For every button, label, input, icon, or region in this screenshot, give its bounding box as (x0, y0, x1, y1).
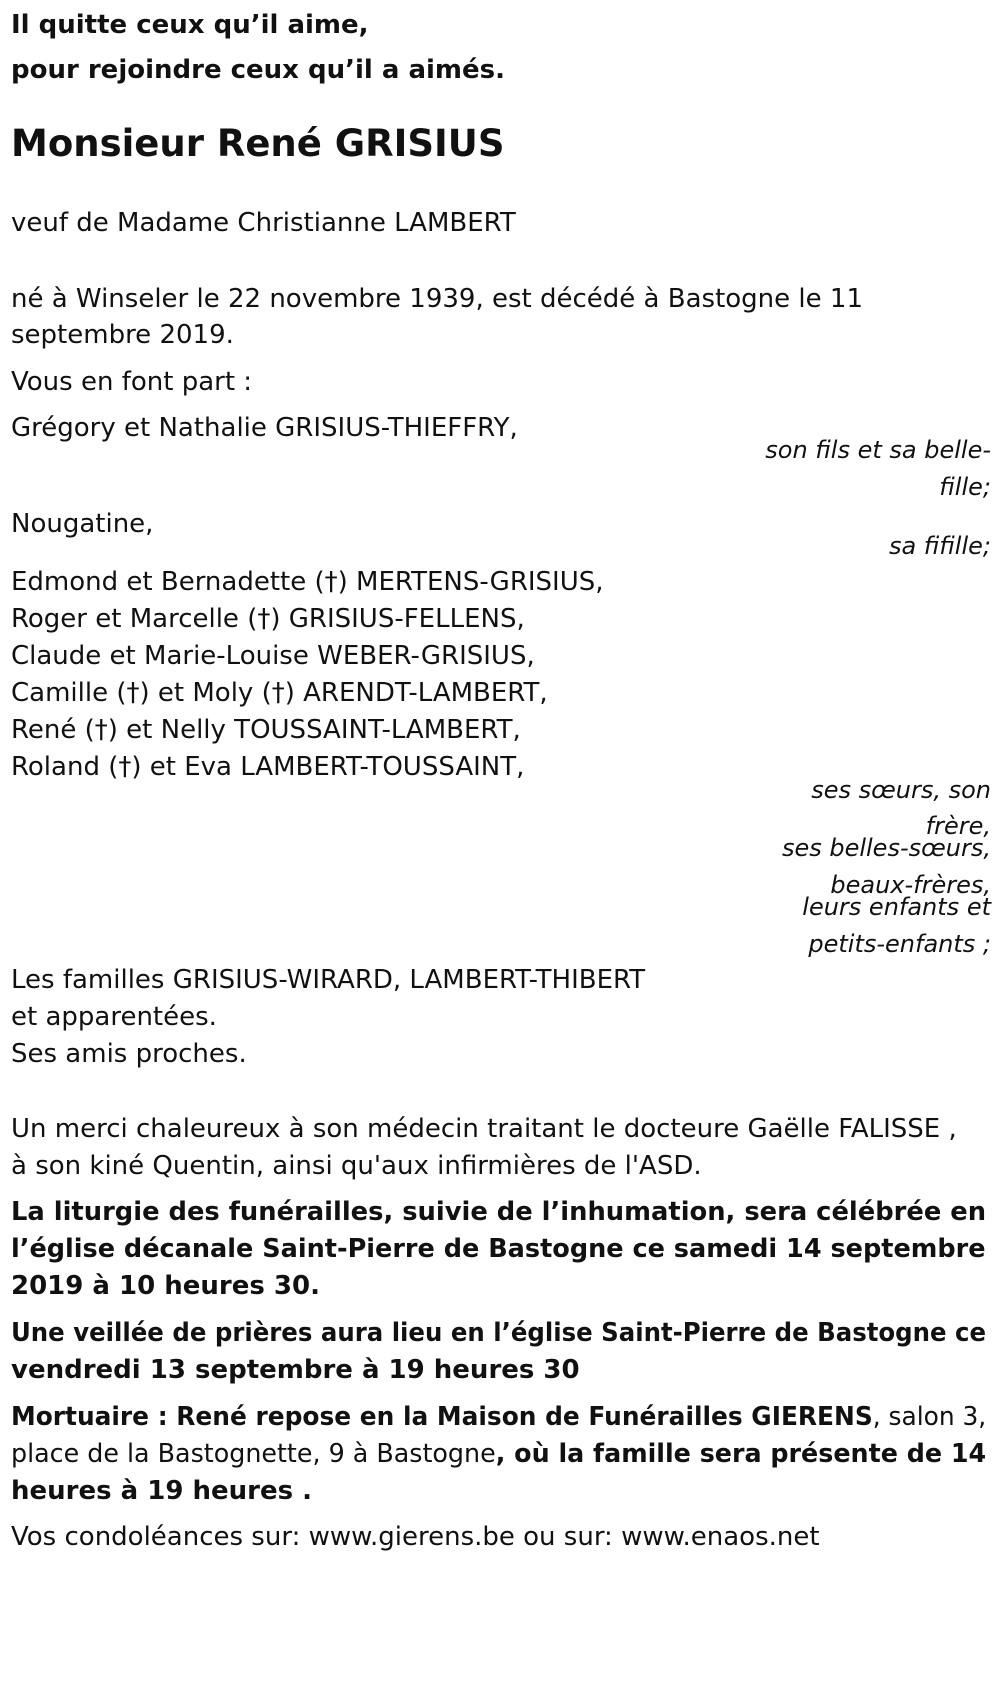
mortuary-address: place de la Bastognette, 9 à Bastogne (11, 1439, 496, 1469)
epigraph-line-1: Il quitte ceux qu’il aime, (11, 10, 369, 40)
sibling-line: Roger et Marcelle (†) GRISIUS-FELLENS, (11, 604, 525, 634)
birth-line-1: né à Winseler le 22 novembre 1939, est décédé à Bastogne le 11 (11, 284, 863, 314)
pet-name: Nougatine, (11, 509, 154, 539)
pet-relation: sa fifille; (888, 532, 991, 560)
thanks-line-2: à son kiné Quentin, ainsi qu'aux infirmières de l'ASD. (11, 1151, 702, 1181)
liturgy-line-1: La liturgie des funérailles, suivie de l’inhumation, sera célébrée en (11, 1197, 987, 1227)
mortuary-salon: , salon 3, (872, 1402, 987, 1432)
son-relation-1: son fils et sa belle- (765, 436, 991, 464)
epigraph-line-2: pour rejoindre ceux qu’il a aimés. (11, 55, 506, 85)
sibling-line: René (†) et Nelly TOUSSAINT-LAMBERT, (11, 715, 521, 745)
liturgy-line-2: l’église décanale Saint-Pierre de Bastogne ce samedi 14 septembre (11, 1234, 986, 1264)
mortuary-line-2 (11, 1439, 986, 1469)
liturgy-line-3: 2019 à 10 heures 30. (11, 1271, 320, 1301)
mortuary-location: Mortuaire : René repose en la Maison de Funérailles GIERENS (11, 1402, 873, 1432)
siblings-relation: ses sœurs, son (811, 776, 991, 804)
page-title: Monsieur René GRISIUS (11, 122, 505, 165)
sibling-line: Roland (†) et Eva LAMBERT-TOUSSAINT, (11, 752, 525, 782)
vigil-line-1: Une veillée de prières aura lieu en l’église Saint-Pierre de Bastogne ce (11, 1318, 987, 1348)
condolences-line: Vos condoléances sur: www.gierens.be ou sur: www.enaos.net (11, 1522, 820, 1552)
vigil-line-2: vendredi 13 septembre à 19 heures 30 (11, 1355, 580, 1385)
sibling-line: Claude et Marie-Louise WEBER-GRISIUS, (11, 641, 535, 671)
mortuary-line-3: heures à 19 heures . (11, 1476, 312, 1506)
son-relation-2: fille; (939, 473, 991, 501)
other-family-line: Ses amis proches. (11, 1039, 247, 1069)
sibling-line: Edmond et Bernadette (†) MERTENS-GRISIUS, (11, 567, 604, 597)
announce-line: Vous en font part : (11, 367, 253, 397)
birth-line-2: septembre 2019. (11, 320, 234, 350)
mortuary-family-presence: , où la famille sera présente de 14 (495, 1439, 987, 1469)
mortuary-line-1 (11, 1402, 986, 1432)
siblings-relation: beaux-frères, (830, 871, 991, 899)
other-family-line: et apparentées. (11, 1002, 217, 1032)
siblings-relation: ses belles-sœurs, (781, 834, 991, 862)
siblings-relation: petits-enfants ; (808, 930, 991, 958)
thanks-line-1: Un merci chaleureux à son médecin traitant le docteure Gaëlle FALISSE , (11, 1114, 957, 1144)
other-family-line: Les familles GRISIUS-WIRARD, LAMBERT-THIBERT (11, 965, 646, 995)
widower-line: veuf de Madame Christianne LAMBERT (11, 208, 516, 238)
siblings-relation: leurs enfants et (802, 893, 991, 921)
siblings-relation: frère, (925, 812, 991, 840)
son-name: Grégory et Nathalie GRISIUS-THIEFFRY, (11, 413, 518, 443)
sibling-line: Camille (†) et Moly (†) ARENDT-LAMBERT, (11, 678, 548, 708)
